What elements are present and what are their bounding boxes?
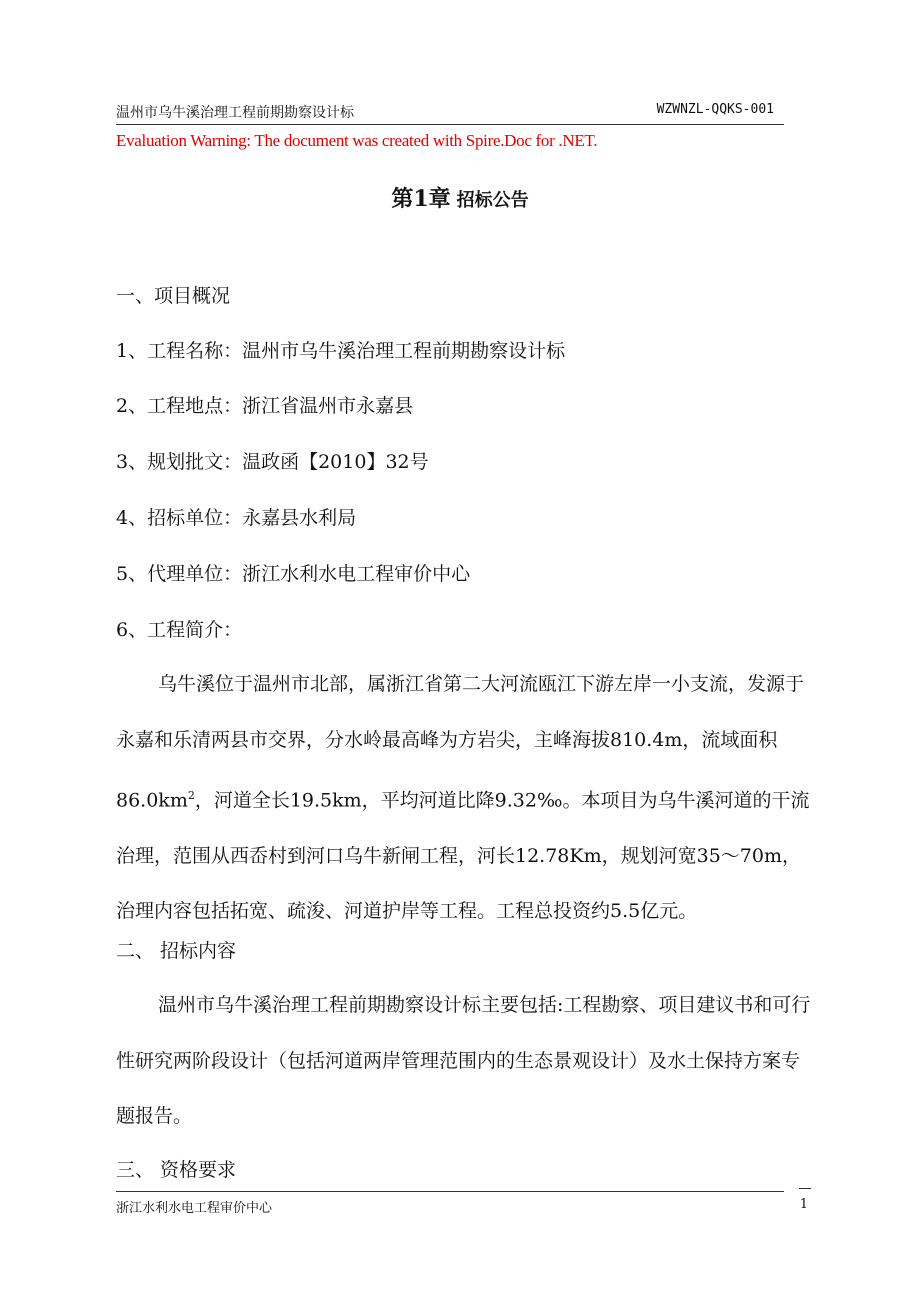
project-intro-paragraph (116, 657, 816, 940)
list-item-project-intro: 6、工程简介： (116, 619, 243, 641)
tender-content-text: 温州市乌牛溪治理工程前期勘察设计标主要包括:工程勘察、项目建议书和可行性研究两阶段设计（包括河道两岸管理范围内的生态景观设计）及水土保持方案专题报告。 (116, 994, 811, 1127)
intro-text-part1: 乌牛溪位于温州市北部，属浙江省第二大河流瓯江下游左岸一小支流，发源于永嘉和乐清两县市交界，分水岭最高峰为方岩尖，主峰海拔810.4m，流域面积86.0km (116, 673, 805, 812)
intro-superscript: 2 (187, 789, 195, 802)
evaluation-warning: Evaluation Warning: The document was created with Spire.Doc for .NET. (116, 131, 598, 150)
header-title: 温州市乌牛溪治理工程前期勘察设计标 (116, 105, 354, 121)
list-item-project-name: 1、工程名称：温州市乌牛溪治理工程前期勘察设计标 (116, 340, 566, 362)
section-heading-qualification: 三、 资格要求 (116, 1159, 237, 1181)
chapter-title: 招标公告 (456, 190, 529, 211)
page-header (116, 100, 784, 125)
list-item-tender-unit: 4、招标单位：永嘉县水利局 (116, 507, 357, 529)
list-item-project-location: 2、工程地点：浙江省温州市永嘉县 (116, 395, 414, 417)
chapter-heading (0, 182, 920, 213)
footer-org: 浙江水利水电工程审价中心 (116, 1201, 273, 1216)
intro-text-part2: ，河道全长19.5km，平均河道比降9.32‰。本项目为乌牛溪河道的干流治理，范围从西岙村到河口乌牛新闸工程，河长12.78Km，规划河宽35～70m，治理内容包括拓宽、疏浚、河道护岸等工程。工程总投资约5.5亿元。 (116, 789, 810, 923)
list-item-approval: 3、规划批文：温政函【2010】32号 (116, 451, 429, 473)
footer-divider (799, 1188, 811, 1189)
tender-content-paragraph (116, 978, 816, 1145)
chapter-number: 第1章 (391, 186, 451, 212)
section-heading-tender-content: 二、 招标内容 (116, 940, 237, 962)
page-footer (116, 1191, 808, 1216)
section-heading-overview: 一、项目概况 (116, 285, 231, 307)
list-item-agent-unit: 5、代理单位：浙江水利水电工程审价中心 (116, 563, 471, 585)
page-number: 1 (799, 1197, 808, 1212)
header-code: WZWNZL-QQKS-001 (656, 102, 774, 117)
